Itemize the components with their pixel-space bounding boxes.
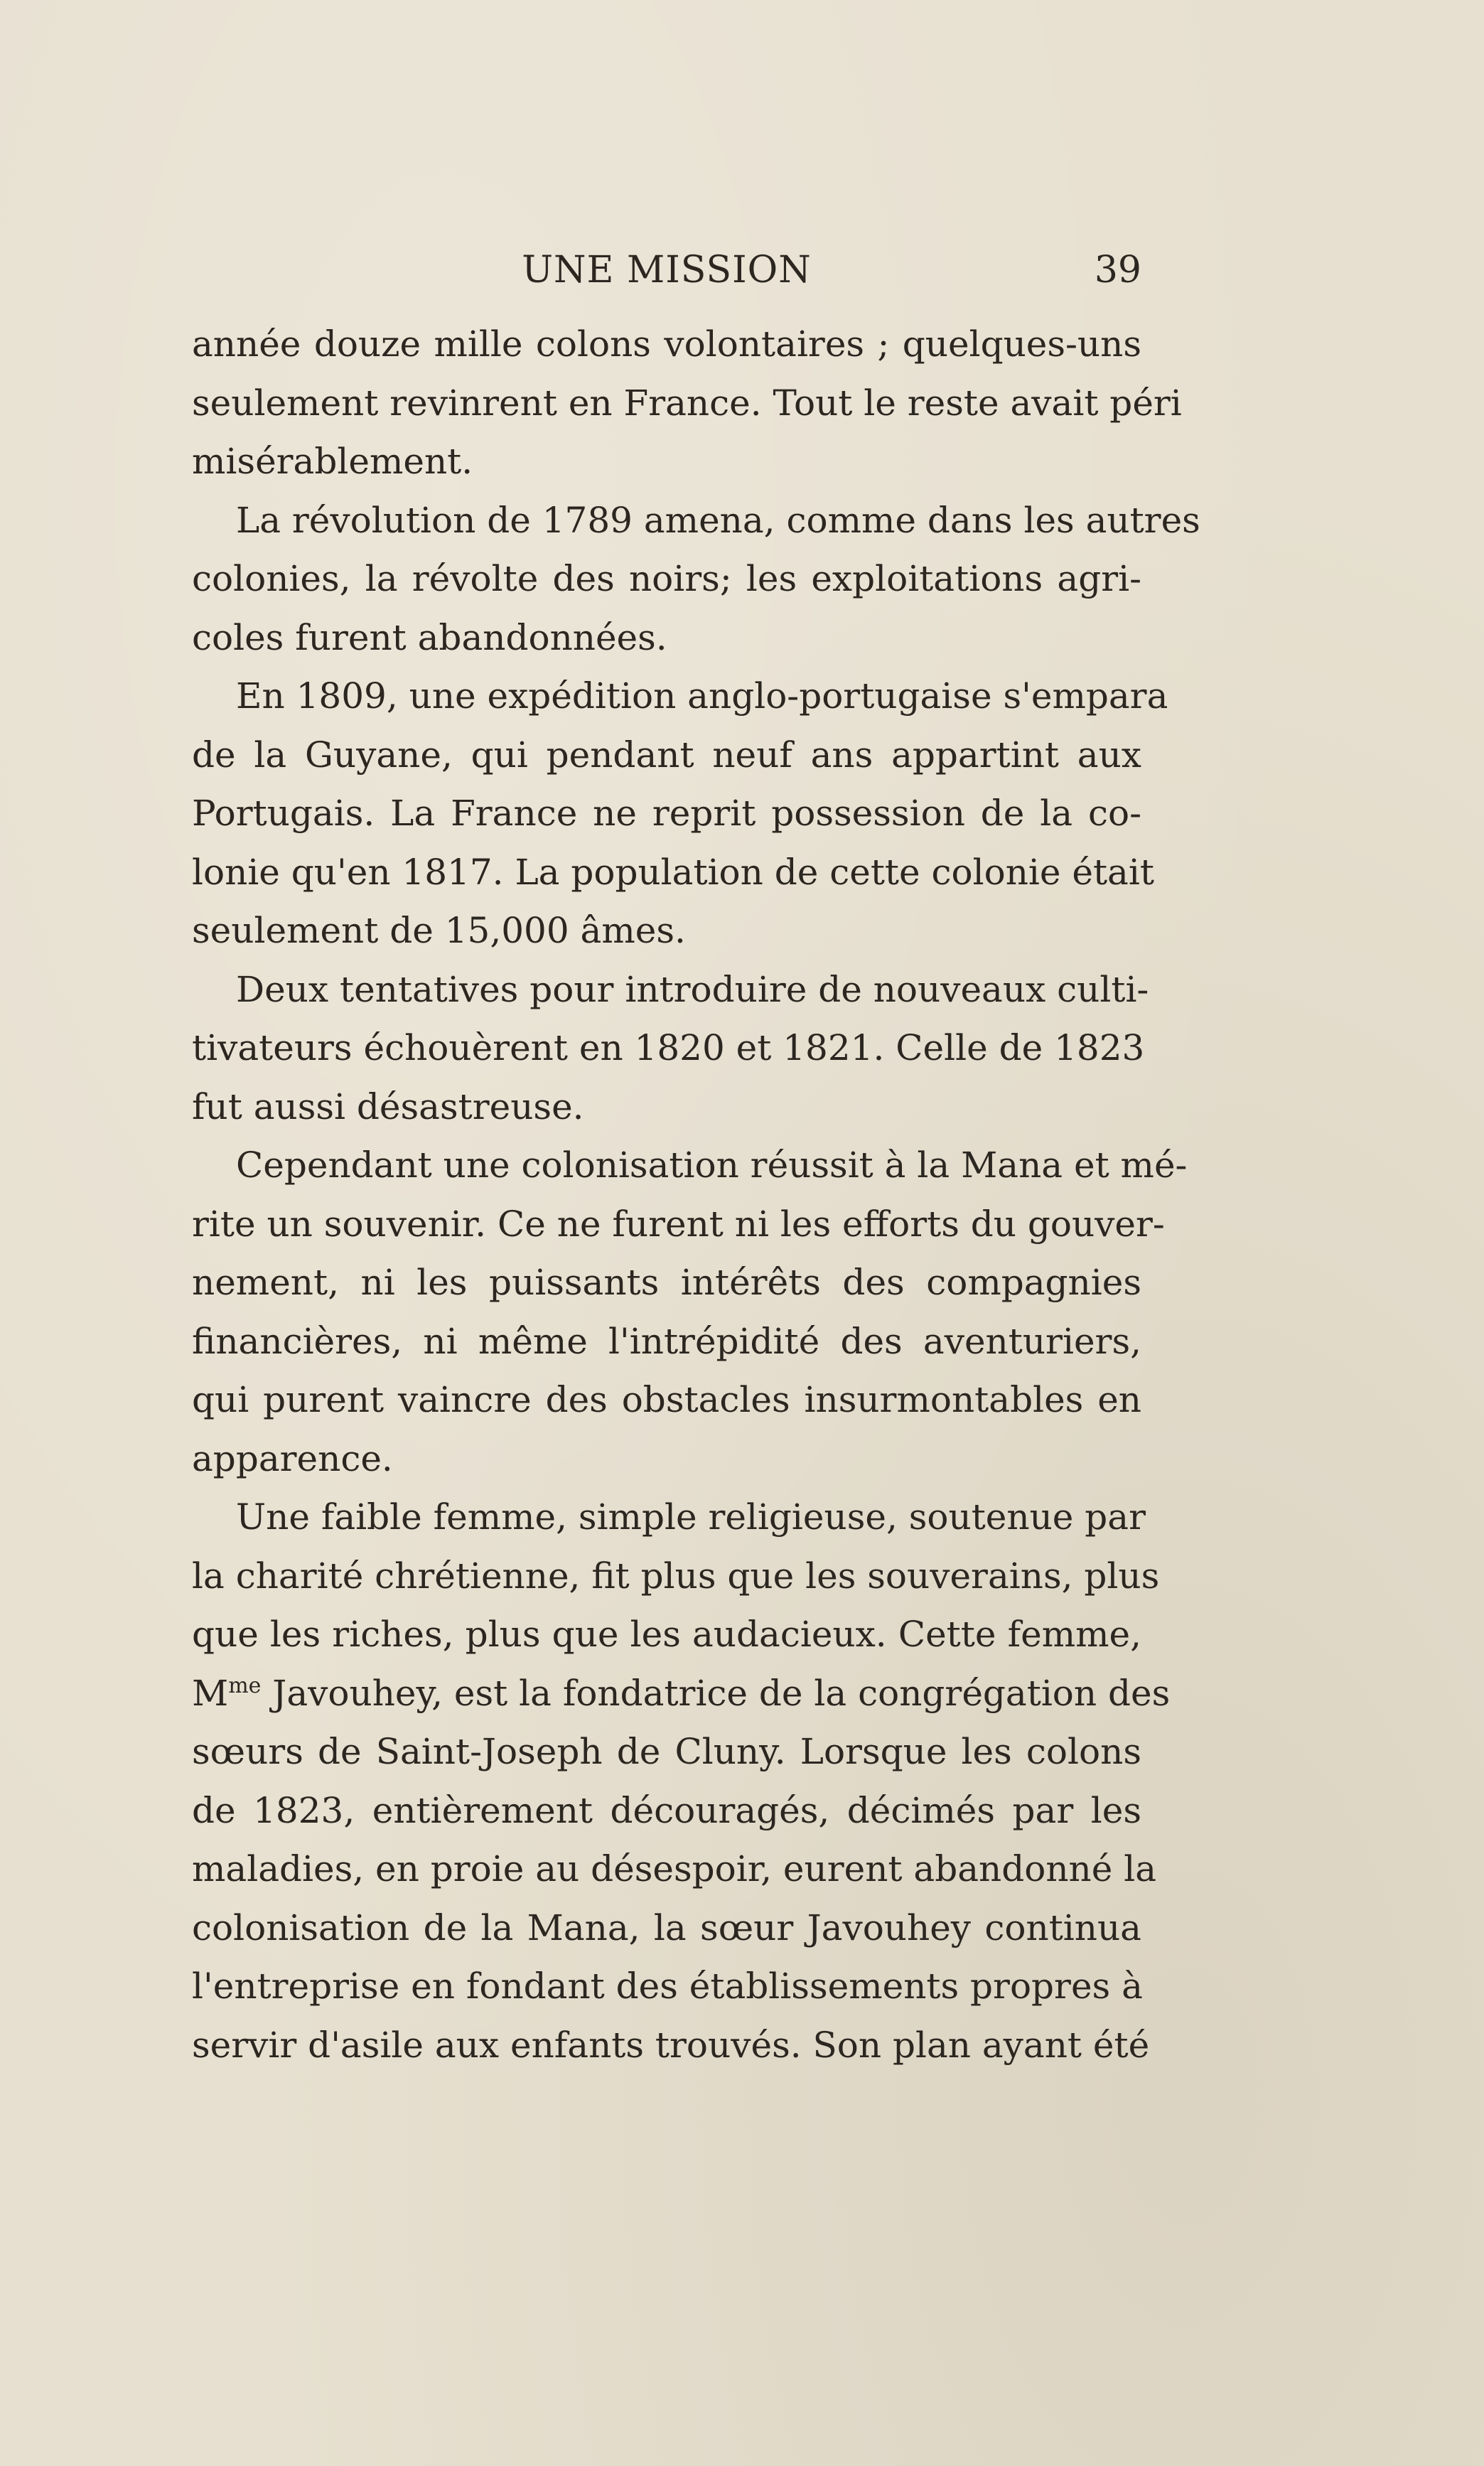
text-line: seulement de 15,000 âmes.: [192, 910, 686, 951]
text-line: misérablement.: [192, 441, 473, 482]
page-number: 39: [1094, 249, 1141, 291]
text-line: colonies, la révolte des noirs; les exploitations agri-: [192, 558, 1141, 599]
text-line: financières, ni même l'intrépidité des aventuriers,: [192, 1320, 1141, 1362]
text-line: En 1809, une expédition anglo-portugaise s'empara: [236, 675, 1168, 717]
text-line: année douze mille colons volontaires ; quelques-uns: [192, 323, 1141, 365]
text-line: de la Guyane, qui pendant neuf ans appartint aux: [192, 734, 1141, 776]
text-line: Deux tentatives pour introduire de nouveaux culti-: [236, 968, 1149, 1010]
text-line: rite un souvenir. Ce ne furent ni les efforts du gouver-: [192, 1203, 1165, 1245]
text-line: maladies, en proie au désespoir, eurent abandonné la: [192, 1848, 1157, 1889]
text-line: la charité chrétienne, fit plus que les souverains, plus: [192, 1555, 1160, 1597]
text-line: de 1823, entièrement découragés, décimés par les: [192, 1789, 1141, 1831]
text-line: Une faible femme, simple religieuse, soutenue par: [236, 1496, 1146, 1538]
text-line: La révolution de 1789 amena, comme dans les autres: [236, 499, 1200, 541]
text-line: qui purent vaincre des obstacles insurmontables en: [192, 1379, 1141, 1420]
text-line: Cependant une colonisation réussit à la Mana et mé-: [236, 1144, 1188, 1186]
text-line: colonisation de la Mana, la sœur Javouhey continua: [192, 1907, 1141, 1948]
body-text: [192, 315, 1200, 2074]
text-line: apparence.: [192, 1437, 393, 1479]
text-line: Portugais. La France ne reprit possession de la co-: [192, 793, 1141, 834]
running-title: UNE MISSION: [522, 249, 812, 291]
text-line: [192, 1664, 1171, 1723]
text-line: que les riches, plus que les audacieux. Cette femme,: [192, 1614, 1141, 1655]
text-line: servir d'asile aux enfants trouvés. Son plan ayant été: [192, 2024, 1150, 2066]
text-line: tivateurs échouèrent en 1820 et 1821. Celle de 1823: [192, 1027, 1145, 1068]
running-head: [192, 245, 1141, 295]
text-line: nement, ni les puissants intérêts des compagnies: [192, 1262, 1141, 1303]
text-line: fut aussi désastreuse.: [192, 1085, 584, 1127]
text-line: l'entreprise en fondant des établissements propres à: [192, 1966, 1143, 2007]
honorific-abbreviation: M: [192, 1672, 229, 1714]
text-line: coles furent abandonnées.: [192, 616, 667, 658]
text-line: sœurs de Saint-Joseph de Cluny. Lorsque les colons: [192, 1731, 1141, 1772]
text-line-rest: Javouhey, est la fondatrice de la congrégation des: [261, 1672, 1171, 1714]
text-line: lonie qu'en 1817. La population de cette colonie était: [192, 851, 1154, 893]
honorific-superscript: me: [228, 1673, 262, 1698]
text-line: seulement revinrent en France. Tout le reste avait péri: [192, 382, 1182, 424]
